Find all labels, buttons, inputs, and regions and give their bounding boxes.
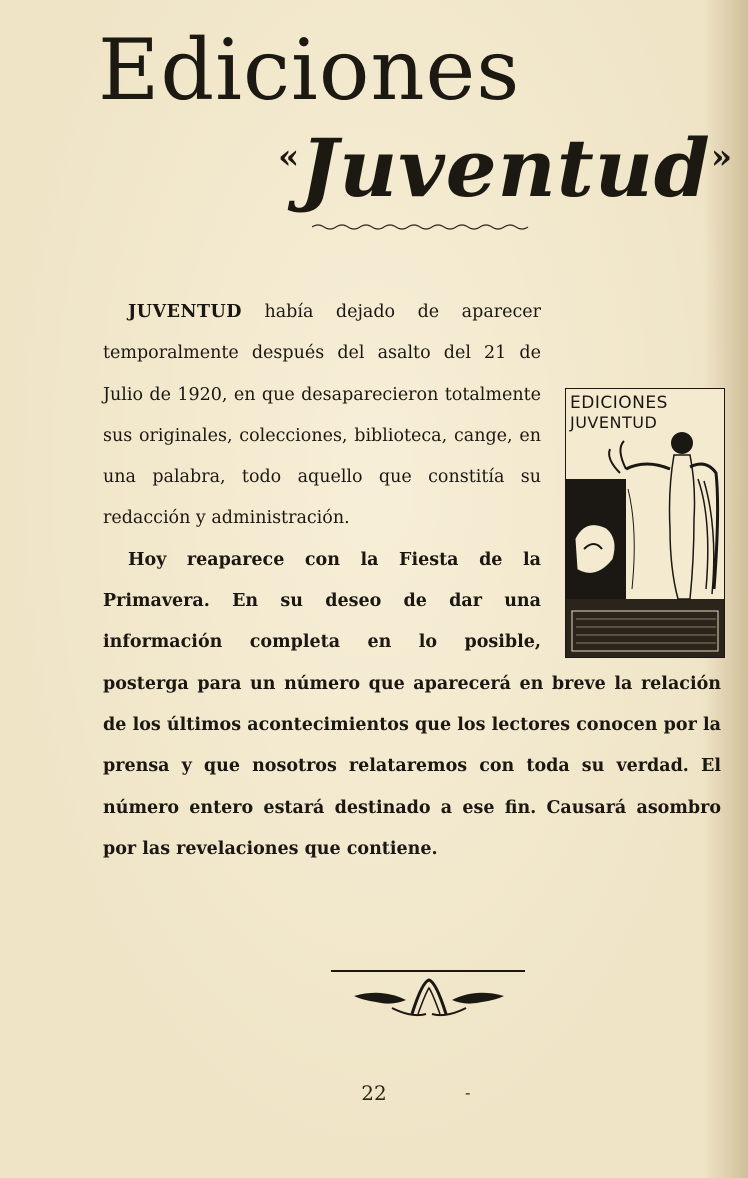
article-body: [103, 292, 721, 870]
paragraph-1-lead: JUVENTUD: [128, 302, 242, 322]
close-guillemet: »: [710, 137, 734, 177]
open-guillemet: «: [278, 137, 301, 177]
illustration-label-line1: EDICIONES: [570, 393, 668, 413]
paragraph-2: Hoy reaparece con la Fiesta de la Primavera. En su deseo de dar una información completa en lo posible, posterga para un número que aparecerá en breve la relación de los últimos acontecimientos que los lectores conocen por la prensa y que nosotros relataremos con toda su verdad. El número entero estará destinado a ese fin. Causará asombro por las revelaciones que contiene.: [103, 549, 721, 859]
title-ediciones: Ediciones: [98, 21, 521, 119]
illustration-frame: [565, 388, 725, 658]
ediciones-juventud-illustration: [565, 388, 725, 658]
wavy-divider-icon: [312, 220, 532, 234]
title-juventud: [278, 121, 734, 215]
page-number: 22: [361, 1081, 387, 1105]
fleuron-ornament-icon: [352, 978, 506, 1020]
title-juventud-word: Juventud: [300, 121, 711, 215]
paragraph-1-text: había dejado de aparecer temporalmente después del asalto del 21 de Julio de 1920, en que desaparecieron totalmente sus originales, colecciones, biblioteca, cange, en una palabra, todo aquello que constitía su redacción y administración.: [103, 302, 541, 529]
illustration-label-line2: JUVENTUD: [570, 413, 658, 432]
page-trailing-mark: -: [465, 1083, 471, 1102]
closing-rule: [331, 970, 525, 972]
